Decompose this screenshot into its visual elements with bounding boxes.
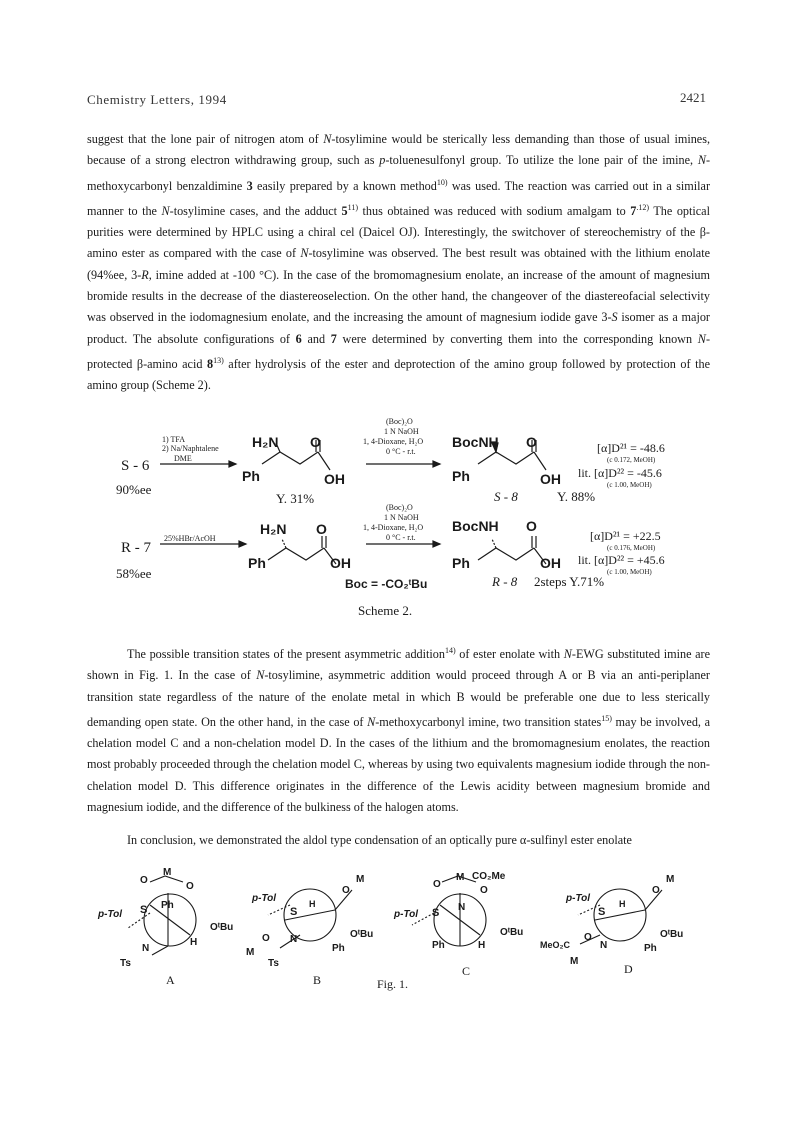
rotation-2-conditions: (c 0.176, MeOH) xyxy=(607,544,656,552)
ts-a-ph: Ph xyxy=(161,900,174,911)
ts-b-m: M xyxy=(356,874,365,885)
ts-a-o2: O xyxy=(186,881,194,892)
body-paragraph-2: The possible transition states of the present asymmetric addition$^{14)}$ of ester enolate with N-EWG substituted imine are shown in Fig. 1. In the case of N-tosylimine, asymmetric addition would proceed through A or B via an anti-periplaner transition state regardless of the nature of the enolate metal in which B would be preferable one due to less sterically demanding open state. On the other hand, in the case of N-methoxycarbonyl imine, two transition states$^{15)}$ may be involved, a chelation model C and a non-chelation model D. In the cases of the lithium and the bromomagnesium enolates, the reaction most probably proceeded through the chelation model C, whereas by using two equivalents magnesium iodide through the non-chelation model D. This difference originates in the difference of the Lewis acidity between magnesium bromide and magnesium iodide, and the difference of the bulkiness of the halogen atoms. xyxy=(87,646,711,815)
rotation-1-lit-conditions: (c 1.00, MeOH) xyxy=(607,481,652,489)
arrowhead-2b xyxy=(433,541,440,547)
skeleton-amino-acid-1 xyxy=(262,452,318,464)
arrowhead-1b xyxy=(433,461,440,467)
ts-b-obu: OᵗBu xyxy=(350,929,374,940)
phenyl-label-1: Ph xyxy=(242,468,260,484)
ts-c-ptol: p-Tol xyxy=(394,909,419,920)
boc-reagent-2: (Boc)₂O xyxy=(386,503,413,512)
yield-1: Y. 31% xyxy=(276,491,315,506)
ts-d-m2: M xyxy=(570,956,579,967)
condition-1-3: DME xyxy=(174,454,192,463)
compound-label-s8: S - 8 xyxy=(494,489,518,504)
ts-d-obu: OᵗBu xyxy=(660,929,684,940)
amine-label-1: H₂N xyxy=(252,434,279,450)
condition-2-1: 25%HBr/AcOH xyxy=(164,534,216,543)
ts-c-o: O xyxy=(433,879,441,890)
rotation-2-lit: lit. [α]D²² = +45.6 xyxy=(578,553,665,567)
boc-temp-1: 0 °C - r.t. xyxy=(386,447,416,456)
ts-c-n: N xyxy=(458,902,466,913)
boc-definition: Boc = -CO₂ᵗBu xyxy=(345,577,428,591)
yield-1f: Y. 88% xyxy=(557,489,596,504)
ts-b-o: O xyxy=(342,885,350,896)
hash-bond-2 xyxy=(282,539,286,548)
ts-a-h: H xyxy=(190,937,198,948)
boc-solvent-1: 1, 4-Dioxane, H₂O xyxy=(363,437,424,446)
ts-d-ph: Ph xyxy=(644,943,657,954)
ts-b-m2: M xyxy=(246,947,255,958)
phenyl-label-2: Ph xyxy=(248,555,266,571)
condition-1-2: 2) Na/Naphtalene xyxy=(162,444,219,453)
scheme-row-2 xyxy=(160,536,546,564)
ts-d-o2: O xyxy=(584,932,592,943)
arrowhead-1a xyxy=(229,461,236,467)
ts-b-ph: Ph xyxy=(332,943,345,954)
ts-b xyxy=(268,889,352,948)
ts-a-ts: Ts xyxy=(120,958,131,969)
rotation-2: [α]D²¹ = +22.5 xyxy=(590,529,661,543)
phenyl-label-2f: Ph xyxy=(452,555,470,571)
phenyl-label-1f: Ph xyxy=(452,468,470,484)
carbonyl-o-1f: O xyxy=(526,434,537,450)
hydroxyl-label-1f: OH xyxy=(540,471,561,487)
bond-c-oh-1f xyxy=(534,452,546,470)
boc-solvent-2: 1, 4-Dioxane, H₂O xyxy=(363,523,424,532)
scheme-caption: Scheme 2. xyxy=(358,603,413,618)
ts-b-ts: Ts xyxy=(268,958,279,969)
ee-r7: 58%ee xyxy=(116,566,152,581)
amine-label-2: H₂N xyxy=(260,521,287,537)
ts-c-obu: OᵗBu xyxy=(500,927,524,938)
ts-b-s: S xyxy=(290,906,298,918)
compound-label-s6: S - 6 xyxy=(121,458,150,474)
ts-a-obu: OᵗBu xyxy=(210,922,234,933)
ts-d-h: H xyxy=(619,899,626,909)
carbonyl-o-2: O xyxy=(316,521,327,537)
ts-label-b: B xyxy=(313,973,322,987)
body-paragraph-3: In conclusion, we demonstrated the aldol type condensation of an optically pure α-sulfinyl ester enolate xyxy=(127,833,632,847)
condition-1-1: 1) TFA xyxy=(162,435,186,444)
boc-temp-2: 0 °C - r.t. xyxy=(386,533,416,542)
running-header-journal: Chemistry Letters, 1994 xyxy=(87,92,227,107)
ts-a-m: M xyxy=(163,867,172,878)
ts-a-s: S xyxy=(140,904,148,916)
ts-label-a: A xyxy=(166,973,175,987)
ts-d-s: S xyxy=(598,906,606,918)
ts-a-ptol: p-Tol xyxy=(98,909,123,920)
ts-c xyxy=(412,876,486,946)
arrowhead-2a xyxy=(239,541,246,547)
ts-c-m: M xyxy=(456,872,465,883)
rotation-2-lit-conditions: (c 1.00, MeOH) xyxy=(607,568,652,576)
rotation-1: [α]D²¹ = -48.6 xyxy=(597,441,665,455)
ts-b-h: H xyxy=(309,899,316,909)
hydroxyl-label-2f: OH xyxy=(540,555,561,571)
carbonyl-o-2f: O xyxy=(526,518,537,534)
compound-label-r7: R - 7 xyxy=(121,540,151,556)
ts-d-meo2c: MeO₂C xyxy=(540,940,571,950)
ts-b-ptol: p-Tol xyxy=(252,893,277,904)
boc-base-2: 1 N NaOH xyxy=(384,513,419,522)
bond-c-oh-1 xyxy=(318,452,330,470)
ts-d-m: M xyxy=(666,874,675,885)
ee-s6: 90%ee xyxy=(116,482,152,497)
hydroxyl-label-1: OH xyxy=(324,471,345,487)
rotation-1-conditions: (c 0.172, MeOH) xyxy=(607,456,656,464)
bocnh-label-1: BocNH xyxy=(452,434,499,450)
boc-reagent-1: (Boc)₂O xyxy=(386,417,413,426)
yield-2f: 2steps Y.71% xyxy=(534,574,605,589)
ts-c-s: S xyxy=(432,907,440,919)
ts-a-o: O xyxy=(140,875,148,886)
ts-b-n: N xyxy=(290,934,298,945)
ts-d-o: O xyxy=(652,885,660,896)
ts-c-co2me: CO₂Me xyxy=(472,871,506,882)
carbonyl-o-1: O xyxy=(310,434,321,450)
skeleton-boc-acid-1 xyxy=(478,452,534,464)
compound-label-r8: R - 8 xyxy=(492,574,518,589)
bocnh-label-2: BocNH xyxy=(452,518,499,534)
hash-bond-2f xyxy=(492,539,496,548)
skeleton-amino-acid-2 xyxy=(268,548,324,560)
ts-d-n: N xyxy=(600,940,608,951)
rotation-1-lit: lit. [α]D²² = -45.6 xyxy=(578,466,662,480)
ts-d-ptol: p-Tol xyxy=(566,893,591,904)
figure-caption: Fig. 1. xyxy=(377,977,409,991)
ts-c-ph: Ph xyxy=(432,940,445,951)
ts-a-n: N xyxy=(142,943,150,954)
hydroxyl-label-2: OH xyxy=(330,555,351,571)
skeleton-boc-acid-2 xyxy=(478,548,534,560)
ts-c-h: H xyxy=(478,940,486,951)
body-paragraph-1: suggest that the lone pair of nitrogen atom of N-tosylimine would be sterically less demanding than those of usual imines, because of a strong electron withdrawing group, such as p-toluenesulfonyl group. To utilize the lone pair of the imine, N-methoxycarbonyl benzaldimine 3 easily prepared by a known method$^{10)}$ was used. The reaction was carried out in a similar manner to the N-tosylimine cases, and the adduct 5$^{11)}$ thus obtained was reduced with sodium amalgam to $7^{.12)}$ The optical purities were determined by HPLC using a chiral cel (Daicel OJ). Interestingly, the switchover of stereochemistry of the β-amino ester as compared with the case of N-tosylimine was observed. The best result was obtained with the lithium enolate (94%ee, 3-R, imine added at -100 °C). In the case of the bromomagnesium enolate, an increase of the amount of magnesium bromide results in the decrease of the diastereoselection. On the other hand, the changeover of the diastereofacial selectivity was observed in the iodomagnesium enolate, and the increasing the amount of magnesium iodide gave 3-S isomer as a major product. The absolute configurations of 6 and 7 were determined by converting them into the corresponding known N-protected β-amino acid 8$^{13)}$ after hydrolysis of the ester and deprotection of the amino group followed by protection of the amino group (Scheme 2). xyxy=(87,132,711,393)
page-number: 2421 xyxy=(680,90,706,105)
boc-base-1: 1 N NaOH xyxy=(384,427,419,436)
ts-c-o2: O xyxy=(480,885,488,896)
ts-label-d: D xyxy=(624,962,633,976)
ts-b-o2: O xyxy=(262,933,270,944)
ts-label-c: C xyxy=(462,964,471,978)
